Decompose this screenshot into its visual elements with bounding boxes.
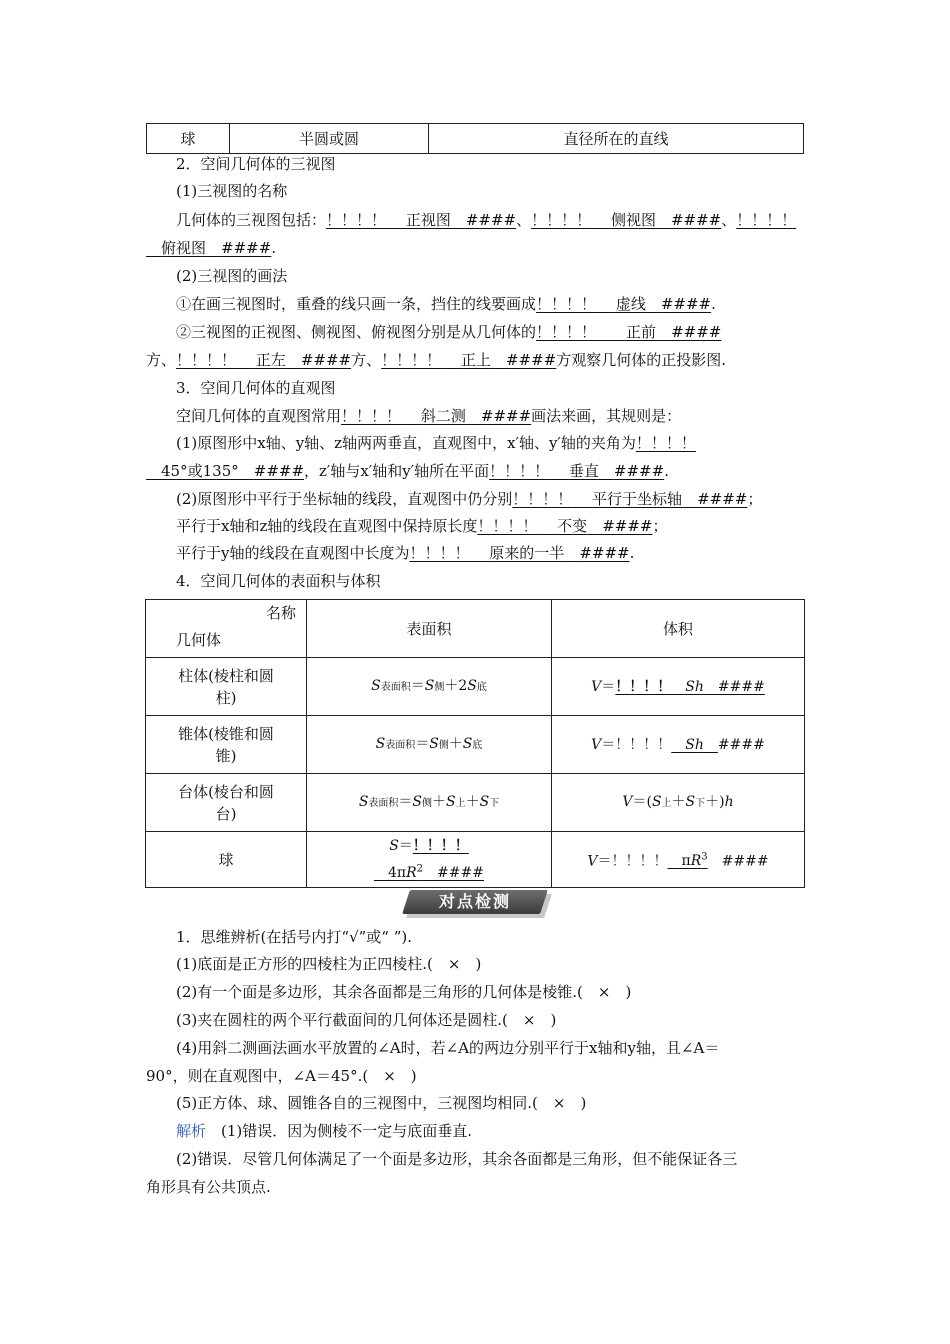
- oblique-method-line: 空间几何体的直观图常用！！！！ 斜二测 ####画法来画，其规则是：: [176, 407, 682, 425]
- drawing-rule-1: ①在画三视图时，重叠的线只画一条，挡住的线要画成！！！！ 虚线 ####.: [176, 295, 716, 313]
- analysis-line-1: 解析 (1)错误．因为侧棱不一定与底面垂直.: [176, 1122, 473, 1140]
- area-volume-table: [145, 599, 805, 888]
- header-volume: 体积: [552, 600, 805, 658]
- row-frustum-name: 台体(棱台和圆 台): [146, 774, 307, 832]
- header-surface-area: 表面积: [307, 600, 552, 658]
- rule-xz-length-line: 平行于x轴和z轴的线段在直观图中保持原长度！！！！ 不变 ####；: [176, 517, 668, 535]
- check-item-1: (1)底面是正方形的四棱柱为正四棱柱.( × ): [176, 955, 482, 973]
- check-item-3: (3)夹在圆柱的两个平行截面间的几何体还是圆柱.( × ): [176, 1011, 557, 1029]
- check-question: 1．思维辨析(在括号内打“√”或“ ”).: [176, 928, 413, 946]
- analysis-line-2-cont: 角形具有公共顶点.: [146, 1178, 271, 1196]
- row-prism-volume: V＝！！！！ Sh ####: [552, 658, 805, 716]
- analysis-label: 解析: [176, 1122, 207, 1140]
- row-frustum-volume: V＝(S上＋S下＋)h: [552, 774, 805, 832]
- three-views-names-line2: 俯视图 ####.: [161, 239, 277, 257]
- three-views-names-line: 几何体的三视图包括：！！！！ 正视图 ####、！！！！ 侧视图 ####、！！！！: [176, 211, 797, 229]
- top-table-cell-axis: 直径所在的直线: [429, 124, 804, 154]
- rule-y-length-line: 平行于y轴的线段在直观图中长度为！！！！ 原来的一半 ####.: [176, 544, 635, 562]
- rule-axes-line: (1)原图形中x轴、y轴、z轴两两垂直，直观图中，x′轴、y′轴的夹角为！！！！: [176, 434, 696, 452]
- analysis-line-2: (2)错误．尽管几何体满足了一个面是多边形，其余各面都是三角形，但不能保证各三: [176, 1150, 738, 1168]
- section2-sub1: (1)三视图的名称: [176, 182, 288, 200]
- section-banner: 对点检测: [438, 892, 511, 911]
- section2-heading: 2．空间几何体的三视图: [176, 155, 336, 173]
- drawing-rule-2: ②三视图的正视图、侧视图、俯视图分别是从几何体的！！！！ 正前 ####: [176, 323, 722, 341]
- section2-sub2: (2)三视图的画法: [176, 267, 288, 285]
- check-item-4: (4)用斜二测画法画水平放置的∠A时，若∠A的两边分别平行于x轴和y轴，且∠A＝: [176, 1039, 720, 1057]
- check-item-4-cont: 90°，则在直观图中，∠A＝45°.( × ): [146, 1067, 417, 1085]
- row-pyramid-area: S表面积＝S侧＋S底: [307, 716, 552, 774]
- row-pyramid-name: 锥体(棱锥和圆 锥): [146, 716, 307, 774]
- check-item-2: (2)有一个面是多边形，其余各面都是三角形的几何体是棱锥.( × ): [176, 983, 632, 1001]
- row-frustum-area: S表面积＝S侧＋S上＋S下: [307, 774, 552, 832]
- row-prism-area: S表面积＝S侧＋2S底: [307, 658, 552, 716]
- section3-heading: 3．空间几何体的直观图: [176, 379, 336, 397]
- section4-heading: 4．空间几何体的表面积与体积: [176, 572, 381, 590]
- rule-parallel-line: (2)原图形中平行于坐标轴的线段，直观图中仍分别！！！！ 平行于坐标轴 ####；: [176, 490, 763, 508]
- top-table-cell-shape: 半圆或圆: [230, 124, 429, 154]
- row-sphere-name: 球: [146, 832, 307, 888]
- check-item-5: (5)正方体、球、圆锥各自的三视图中，三视图均相同.( × ): [176, 1094, 587, 1112]
- row-sphere-area: S＝！！！！ $4\pi R^2$ ####: [307, 832, 552, 888]
- drawing-rule-2-cont: 方、！！！！ 正左 ####方、！！！！ 正上 ####方观察几何体的正投影图.: [146, 351, 727, 369]
- top-table-cell-solid: 球: [147, 124, 230, 154]
- top-table: [146, 123, 804, 154]
- row-sphere-volume: V＝！！！！ $\pi R^3$ ####: [552, 832, 805, 888]
- row-prism-name: 柱体(棱柱和圆 柱): [146, 658, 307, 716]
- rule-axes-line-cont: 45°或135° ####，z′轴与x′轴和y′轴所在平面！！！！ 垂直 ####.: [161, 462, 669, 480]
- row-pyramid-volume: V＝！！！！ Sh ####: [552, 716, 805, 774]
- table-corner-header: 名称 几何体: [146, 600, 307, 658]
